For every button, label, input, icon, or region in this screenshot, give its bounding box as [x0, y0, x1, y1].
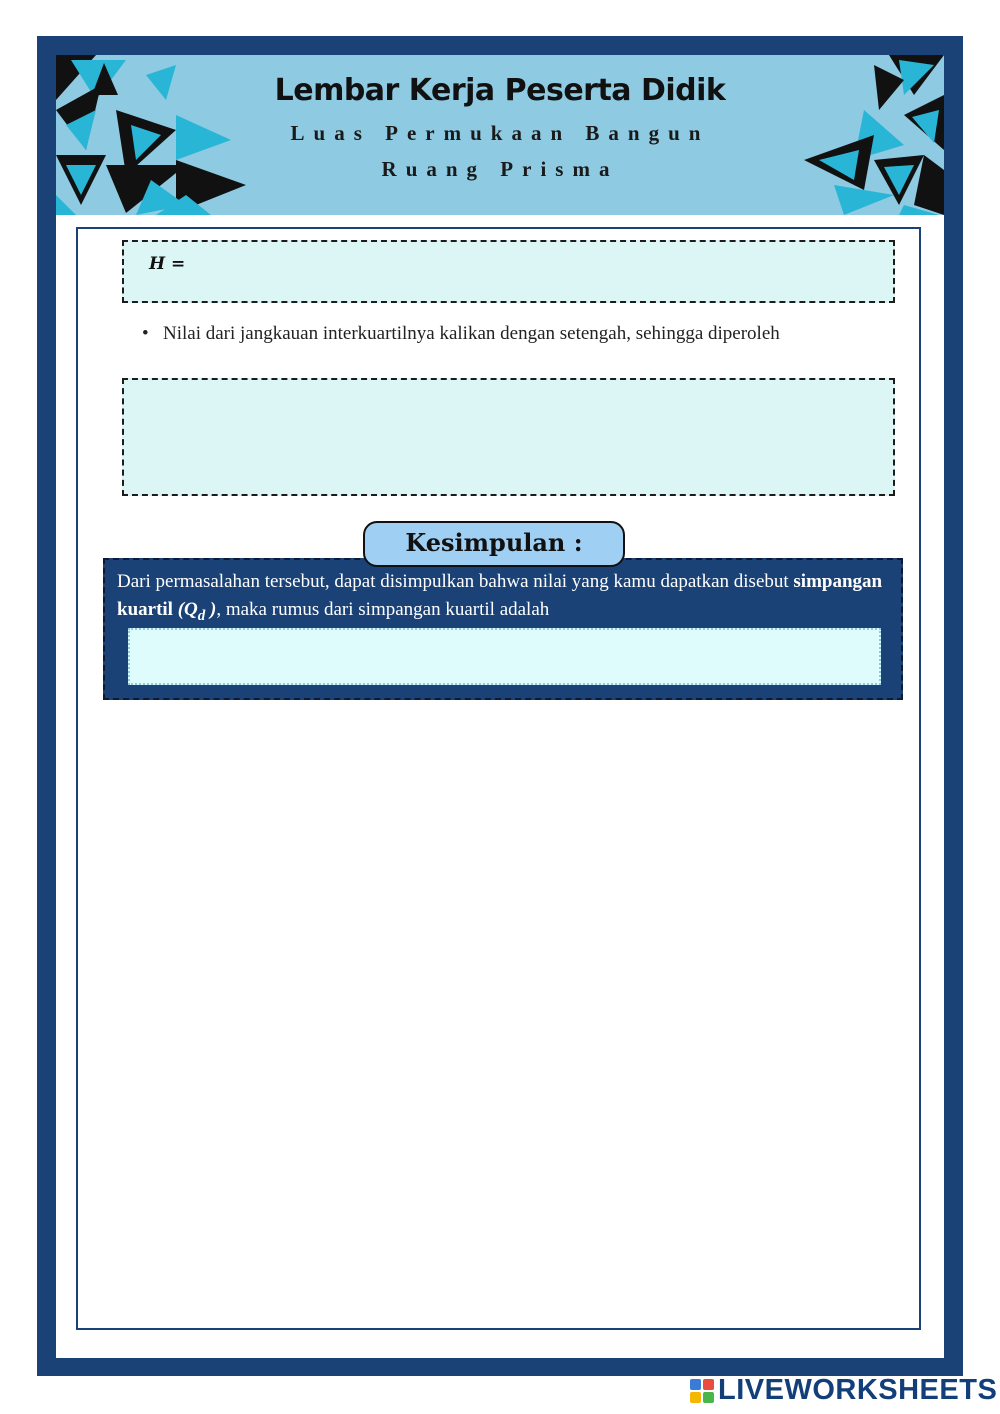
instruction-text: Nilai dari jangkauan interkuartilnya kalikan dengan setengah, sehingga diperoleh [163, 323, 780, 344]
result-answer-box[interactable] [122, 378, 895, 496]
watermark-text: LIVEWORKSHEETS [718, 1374, 998, 1406]
symbol-close: ) [205, 599, 217, 620]
bullet-icon: • [142, 323, 149, 344]
symbol-open: (Q [177, 599, 198, 620]
conclusion-text-before: Dari permasalahan tersebut, dapat disimpulkan bahwa nilai yang kamu dapatkan disebut [117, 571, 794, 592]
symbol-subscript: d [197, 607, 206, 624]
instruction-bullet [142, 320, 890, 348]
h-answer-box[interactable] [122, 240, 895, 303]
worksheet-subtitle-line2: Ruang Prisma [381, 157, 619, 181]
liveworksheets-logo [690, 1375, 997, 1405]
h-label: H = [149, 254, 186, 274]
conclusion-text [117, 568, 887, 630]
conclusion-text-after: , maka rumus dari simpangan kuartil adalah [216, 599, 550, 620]
conclusion-heading: Kesimpulan : [363, 521, 625, 567]
header-band [56, 55, 944, 215]
quartile-deviation-symbol [177, 599, 217, 624]
worksheet-title: Lembar Kerja Peserta Didik [274, 73, 726, 108]
liveworksheets-grid-icon [690, 1379, 714, 1403]
worksheet-subtitle-line1: Luas Permukaan Bangun [290, 121, 710, 145]
formula-answer-box[interactable] [128, 628, 881, 685]
conclusion-bold-term: simpangan kuartil [117, 571, 883, 620]
conclusion-box [103, 558, 903, 700]
